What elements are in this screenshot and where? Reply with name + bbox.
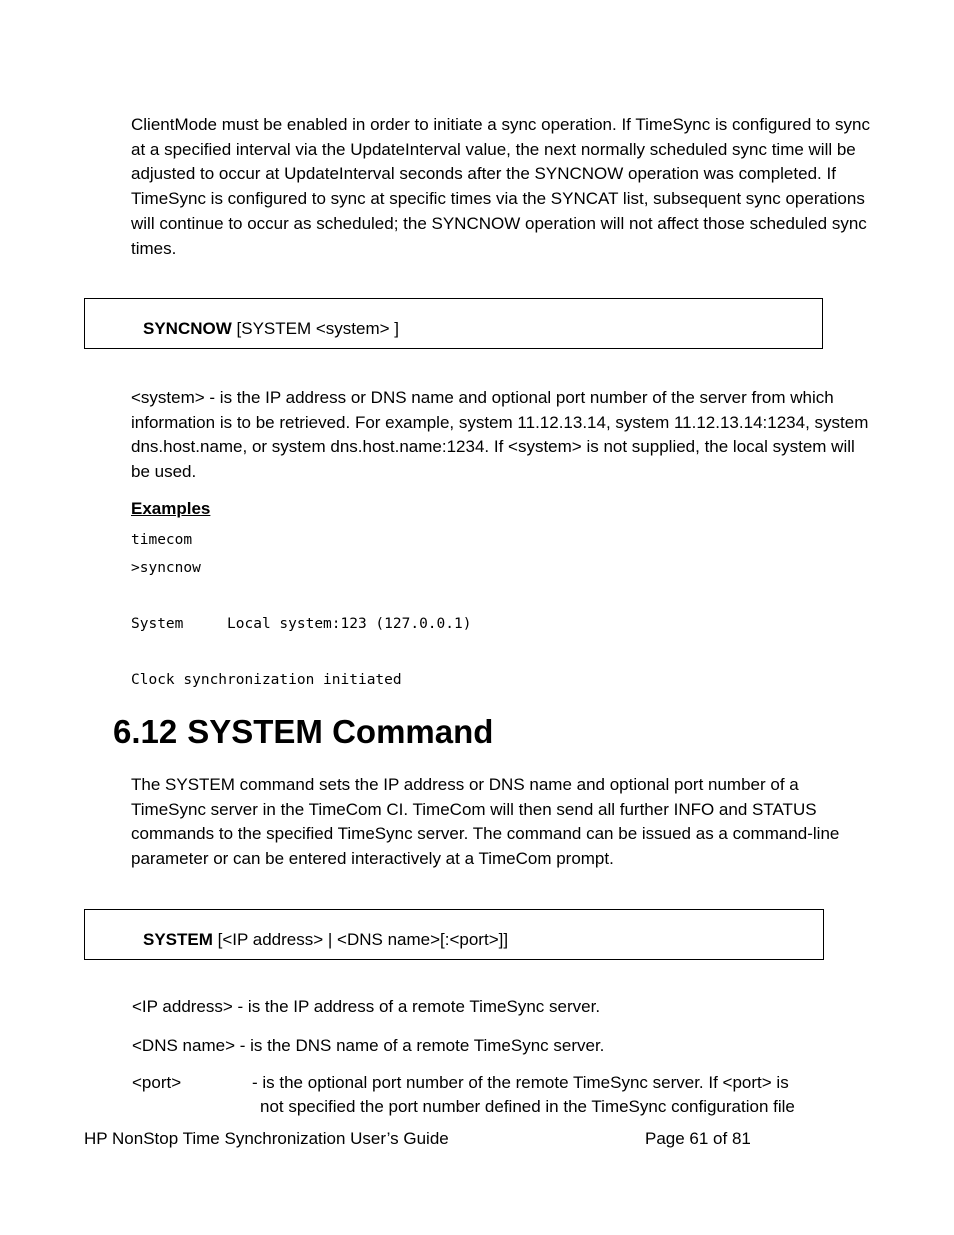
param-dns: <DNS name> - is the DNS name of a remote TimeSync server. — [132, 1036, 605, 1055]
section-number: 6.12 — [113, 713, 178, 750]
section-title: SYSTEM Command — [187, 713, 494, 750]
system-keyword: SYSTEM — [143, 930, 213, 949]
example-line-3: System Local system:123 (127.0.0.1) — [131, 616, 472, 632]
example-line-2: >syncnow — [131, 560, 201, 576]
syncnow-args: [SYSTEM <system> ] — [231, 319, 399, 338]
system-syntax-box — [84, 909, 824, 960]
section-heading — [113, 713, 493, 751]
param-port-line-1: - is the optional port number of the remote TimeSync server. If <port> is — [252, 1073, 789, 1092]
example-line-1: timecom — [131, 532, 193, 548]
param-port-line-2: not specified the port number defined in the TimeSync configuration file — [260, 1097, 795, 1116]
param-port-label: <port> — [132, 1073, 182, 1092]
system-args: [<IP address> | <DNS name>[:<port>]] — [212, 930, 509, 949]
example-line-4: Clock synchronization initiated — [131, 672, 402, 688]
syncnow-syntax-box — [84, 298, 823, 349]
intro-paragraph: ClientMode must be enabled in order to initiate a sync operation. If TimeSync is configured to sync at a specified interval via the UpdateInterval value, the next normally scheduled sync time will be adjusted to occur at UpdateInterval seconds after the SYNCNOW operation was completed. If TimeSync is configured to sync at specific times via the SYNCAT list, subsequent sync operations will continue to occur as scheduled; the SYNCNOW operation will not affect those scheduled sync times. — [131, 115, 870, 258]
param-ip: <IP address> - is the IP address of a remote TimeSync server. — [132, 997, 601, 1016]
system-param-paragraph: <system> - is the IP address or DNS name and optional port number of the server from which information is to be retrieved. For example, system 11.12.13.14, system 11.12.13.14:1234, system dns.host.name, or system dns.host.name:1234. If <system> is not supplied, the local system will be used. — [131, 388, 869, 482]
system-paragraph: The SYSTEM command sets the IP address or DNS name and optional port number of a TimeSync server in the TimeCom CI. TimeCom will then send all further INFO and STATUS commands to the specified TimeSync server. The command can be issued as a command-line parameter or can be entered interactively at a TimeCom prompt. — [131, 775, 840, 869]
syncnow-syntax — [143, 319, 399, 339]
footer-page-number: Page 61 of 81 — [645, 1129, 751, 1148]
system-syntax — [143, 930, 508, 950]
footer-title: HP NonStop Time Synchronization User’s Guide — [84, 1129, 449, 1148]
syncnow-keyword: SYNCNOW — [143, 319, 232, 338]
examples-heading: Examples — [131, 499, 211, 518]
